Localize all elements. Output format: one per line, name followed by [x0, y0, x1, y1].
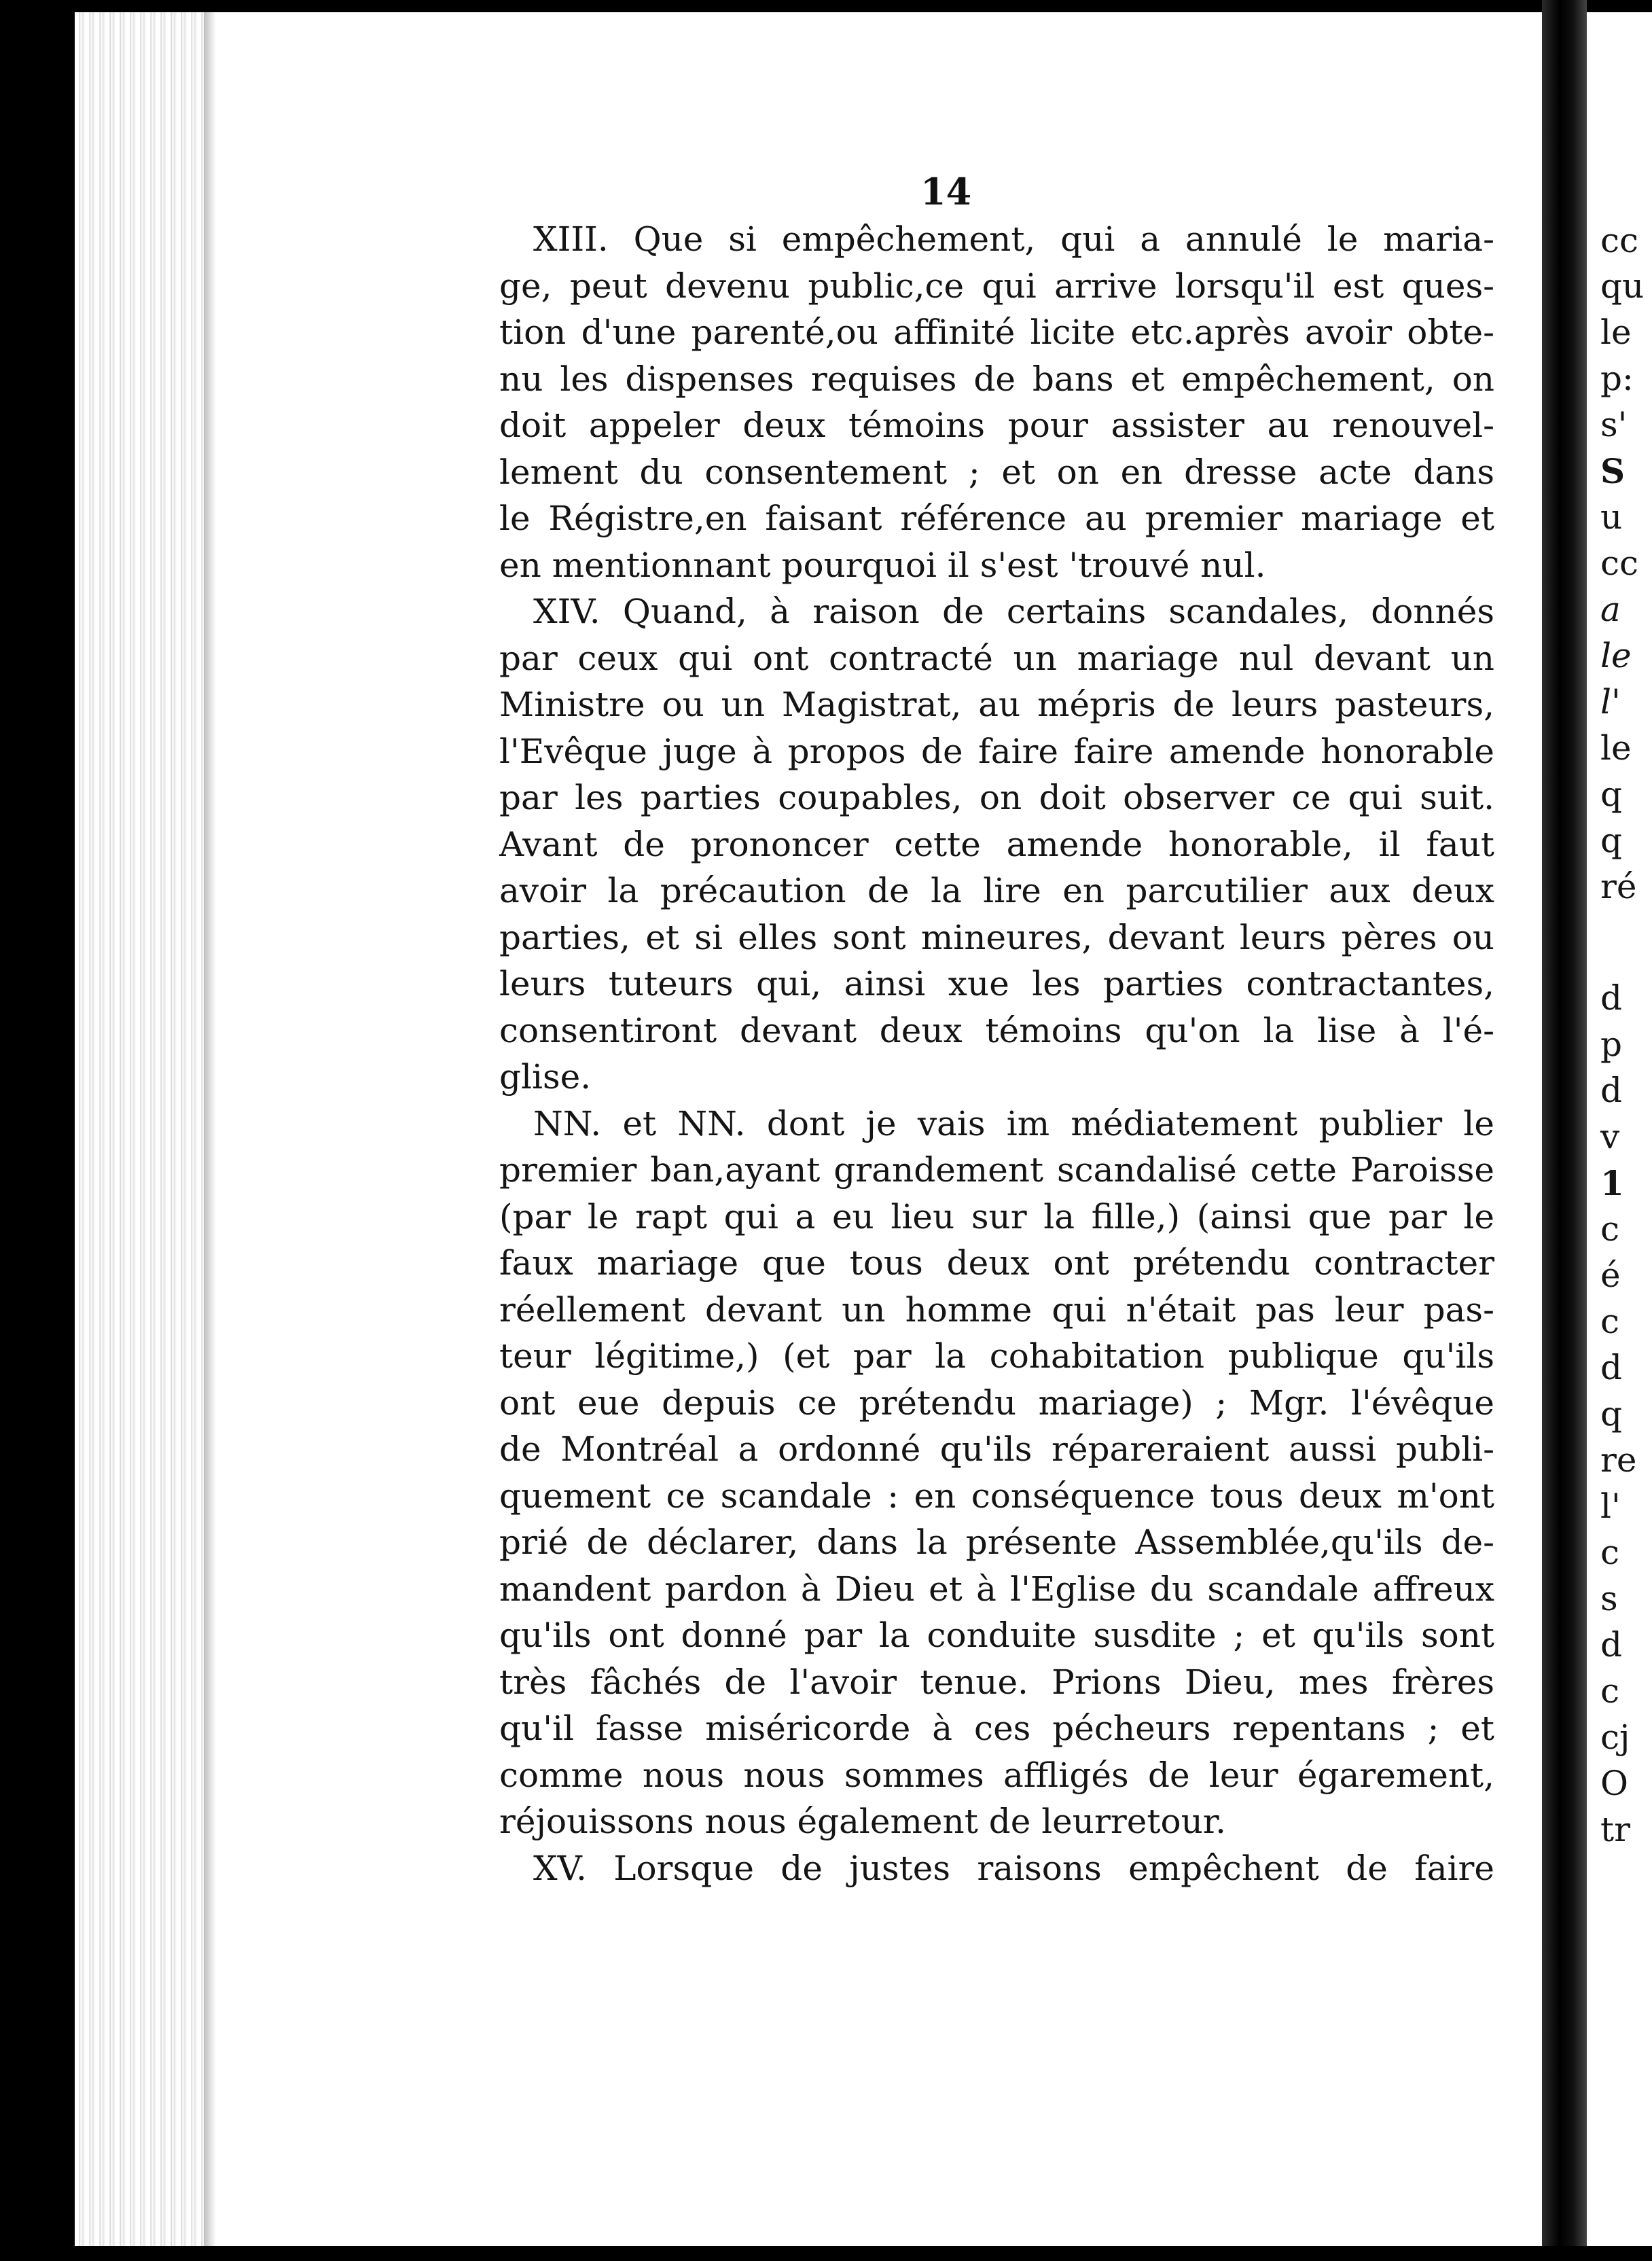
text-line [499, 402, 1494, 449]
text-line-content: lement du consentement ; et on en dresse acte dans [499, 452, 1494, 492]
facing-text-fragment: a [1600, 590, 1621, 629]
facing-text-fragment: c [1600, 1302, 1620, 1341]
facing-text-fragment: d [1600, 1071, 1623, 1110]
facing-text-fragment: p: [1600, 359, 1634, 398]
text-line [499, 1426, 1494, 1473]
text-line [499, 495, 1494, 542]
text-line-content: comme nous nous sommes affligés de leur égarement, [499, 1755, 1494, 1795]
text-line-content: nu les dispenses requises de bans et empêchement, on [499, 359, 1494, 399]
text-line [499, 728, 1494, 775]
text-line-content: mandent pardon à Dieu et à l'Eglise du scandale affreux [499, 1569, 1494, 1609]
text-line [499, 1659, 1494, 1706]
facing-text-fragment: v [1600, 1117, 1620, 1156]
facing-text-fragment: l' [1600, 1486, 1621, 1526]
text-line [499, 216, 1494, 263]
text-line-content: premier ban,ayant grandement scandalisé cette Paroisse [499, 1150, 1494, 1190]
facing-text-fragment: l' [1600, 682, 1621, 722]
facing-text-fragment: d [1600, 978, 1623, 1018]
page-body-text [499, 216, 1494, 1891]
facing-text-fragment: c [1600, 1533, 1620, 1572]
text-line-content: (par le rapt qui a eu lieu sur la fille,) (ainsi que par le [499, 1196, 1494, 1236]
text-line-content: très fâchés de l'avoir tenue. Prions Dieu, mes frères [499, 1662, 1494, 1702]
text-line [499, 356, 1494, 403]
text-line-content: prié de déclarer, dans la présente Assemblée,qu'ils de- [499, 1523, 1494, 1562]
facing-text-fragment: s' [1600, 405, 1628, 444]
text-line-content: consentiront devant deux témoins qu'on la lise à l'é- [499, 1010, 1494, 1050]
text-line [499, 263, 1494, 310]
facing-text-fragment: O [1600, 1764, 1628, 1803]
text-line [499, 588, 1494, 635]
text-line-content: Avant de prononcer cette amende honorable, il faut [499, 824, 1494, 864]
text-line-content: tion d'une parenté,ou affinité licite etc.après avoir obte- [499, 313, 1494, 352]
text-line [499, 681, 1494, 728]
text-line-content: ge, peut devenu public,ce qui arrive lorsqu'il est ques- [499, 266, 1494, 306]
facing-text-fragment: cc [1600, 544, 1639, 583]
text-line-content: en mentionnant pourquoi il s'est 'trouvé nul. [499, 545, 1266, 585]
facing-text-fragment: é [1600, 1256, 1621, 1295]
text-line [499, 1752, 1494, 1799]
text-line [499, 1566, 1494, 1613]
facing-text-fragment: q [1600, 1394, 1623, 1434]
text-line-content: réellement devant un homme qui n'était pas leur pas- [499, 1289, 1494, 1330]
facing-text-fragment: c [1600, 1671, 1620, 1711]
facing-page-fragment [1587, 12, 1652, 2246]
text-line-content: quement ce scandale : en conséquence tous deux m'ont [499, 1476, 1494, 1516]
text-line [499, 1054, 1494, 1101]
scan-frame-left [0, 0, 75, 2261]
facing-text-fragment: q [1600, 775, 1623, 814]
facing-text-fragment: le [1600, 313, 1632, 352]
text-line [499, 1519, 1494, 1566]
text-line [499, 1287, 1494, 1334]
text-line [499, 1008, 1494, 1054]
text-line [499, 868, 1494, 914]
text-line-content: le Régistre,en faisant référence au premier mariage et [499, 499, 1494, 538]
facing-text-fragment: re [1600, 1440, 1637, 1480]
text-line [499, 961, 1494, 1008]
text-line-content: réjouissons nous également de leurretour. [499, 1802, 1227, 1841]
facing-text-fragment: cj [1600, 1717, 1630, 1757]
page-number: 14 [920, 170, 972, 213]
text-line-content: qu'ils ont donné par la conduite susdite ; et qu'ils sont [499, 1616, 1494, 1655]
facing-text-fragment: cc [1600, 221, 1639, 260]
text-line-content: XV. Lorsque de justes raisons empêchent de faire [533, 1848, 1494, 1888]
text-line-content: Ministre ou un Magistrat, au mépris de leurs pasteurs, [499, 685, 1494, 724]
text-line [499, 821, 1494, 868]
text-line [499, 542, 1494, 589]
facing-text-fragment: c [1600, 1209, 1620, 1249]
text-line [499, 635, 1494, 682]
book-gutter [1542, 0, 1587, 2261]
text-line [499, 449, 1494, 496]
text-line [499, 1380, 1494, 1427]
text-line-content: teur légitime,) (et par la cohabitation publique qu'ils [499, 1336, 1494, 1376]
text-line [499, 1194, 1494, 1241]
text-line-content: faux mariage que tous deux ont prétendu contracter [499, 1243, 1494, 1283]
text-line [499, 309, 1494, 356]
text-line-content: par les parties coupables, on doit observer ce qui suit. [499, 778, 1494, 817]
text-line [499, 1147, 1494, 1194]
scan-frame-bottom [0, 2246, 1652, 2261]
text-line-content: XIII. Que si empêchement, qui a annulé le maria- [533, 219, 1494, 259]
text-line-content: avoir la précaution de la lire en parcutilier aux deux [499, 871, 1494, 910]
facing-text-fragment: q [1600, 821, 1623, 860]
facing-text-fragment: 1 [1600, 1163, 1624, 1203]
facing-text-fragment: ré [1600, 867, 1637, 906]
facing-text-fragment: s [1600, 1579, 1618, 1618]
text-line [499, 914, 1494, 961]
text-line [499, 1240, 1494, 1287]
text-line-content: parties, et si elles sont mineures, devant leurs pères ou [499, 917, 1494, 957]
facing-text-fragment: d [1600, 1625, 1623, 1664]
leaf-edge-shadow [204, 12, 216, 2246]
facing-text-fragment: qu [1600, 266, 1645, 306]
text-line [499, 1473, 1494, 1520]
text-line-content: de Montréal a ordonné qu'ils répareraient aussi publi- [499, 1429, 1494, 1469]
text-line [499, 1101, 1494, 1147]
text-line-content: ont eue depuis ce prétendu mariage) ; Mgr. l'évêque [499, 1383, 1494, 1423]
text-line-content: qu'il fasse miséricorde à ces pécheurs repentans ; et [499, 1709, 1494, 1748]
text-line [499, 1612, 1494, 1659]
text-line [499, 1845, 1494, 1892]
facing-text-fragment: S [1600, 451, 1626, 491]
text-line-content: l'Evêque juge à propos de faire faire amende honorable [499, 731, 1494, 771]
facing-text-fragment: le [1600, 636, 1632, 675]
text-line [499, 1333, 1494, 1380]
facing-text-fragment: d [1600, 1348, 1623, 1387]
book-leaf-edges [75, 12, 211, 2246]
facing-text-fragment: p [1600, 1025, 1623, 1064]
text-line [499, 775, 1494, 821]
facing-text-fragment: u [1600, 497, 1623, 537]
text-line-content: XIV. Quand, à raison de certains scandales, donnés [533, 592, 1494, 631]
facing-text-fragment: le [1600, 728, 1632, 768]
text-line-content: NN. et NN. dont je vais im médiatement publier le [533, 1103, 1494, 1143]
text-line-content: par ceux qui ont contracté un mariage nul devant un [499, 638, 1494, 678]
scan-frame-top [0, 0, 1652, 12]
text-line-content: leurs tuteurs qui, ainsi xue les parties contractantes, [499, 964, 1494, 1003]
text-line-content: doit appeler deux témoins pour assister au renouvel- [499, 406, 1494, 445]
text-line-content: glise. [499, 1057, 592, 1097]
text-line [499, 1798, 1494, 1845]
text-line [499, 1705, 1494, 1752]
facing-text-fragment: tr [1600, 1810, 1630, 1849]
